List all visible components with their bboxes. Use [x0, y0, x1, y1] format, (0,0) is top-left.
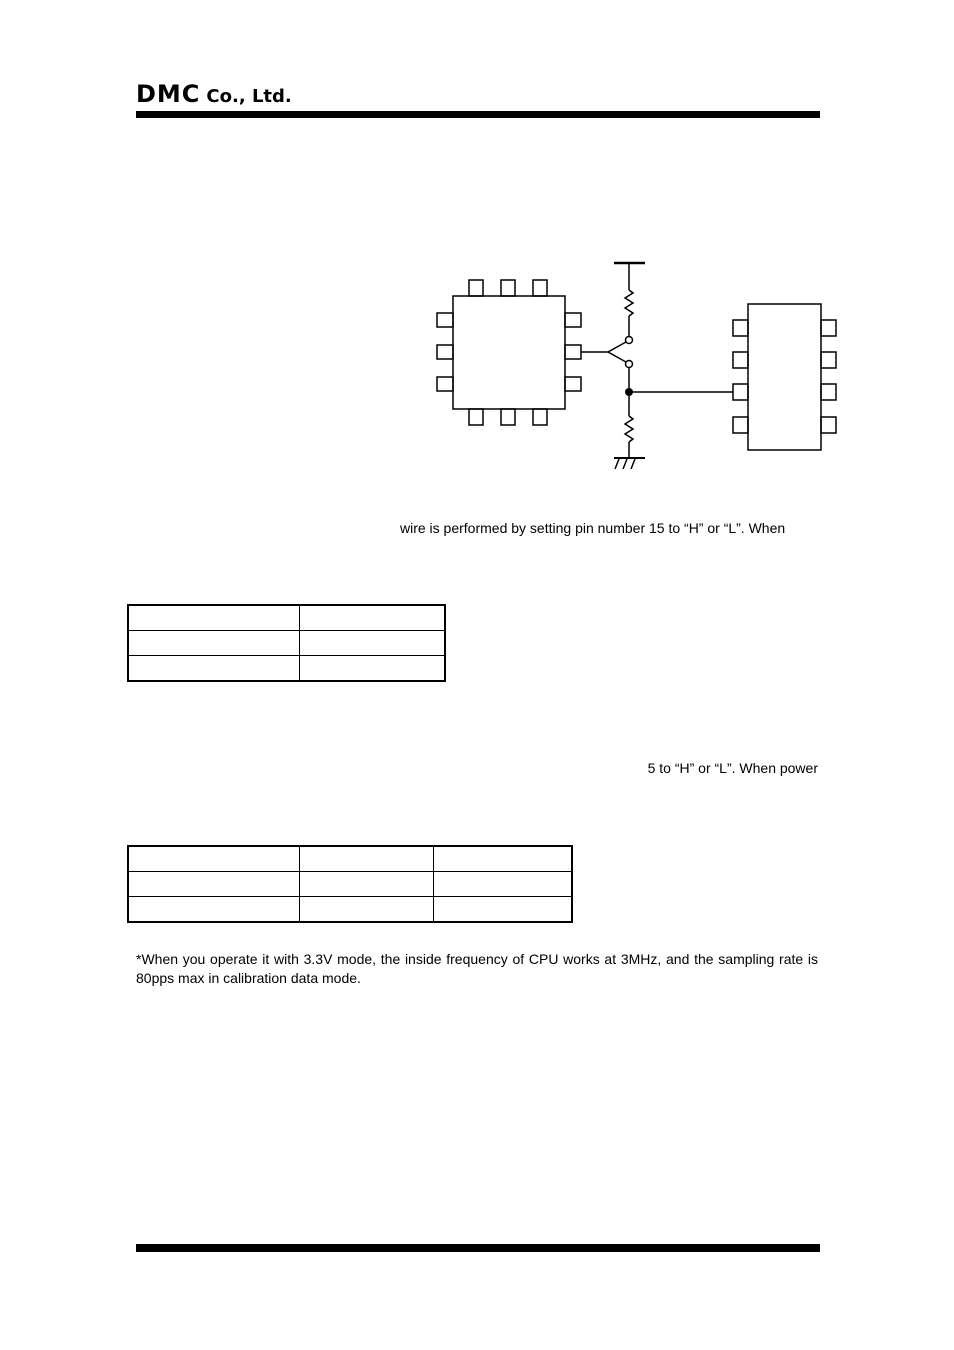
left-ic-pin: [437, 345, 453, 359]
right-ic-pin: [821, 320, 836, 336]
footnote-3v3-mode: *When you operate it with 3.3V mode, the inside frequency of CPU works at 3MHz, and the sampling rate is 80pps max in calibration data mode.: [136, 951, 818, 986]
table-cell: [299, 872, 433, 897]
left-ic-pin: [565, 345, 581, 359]
left-ic-pin: [533, 280, 547, 296]
left-ic-pin: [565, 313, 581, 327]
right-ic-pin: [733, 417, 748, 433]
table-cell: [128, 631, 299, 656]
logo-suffix: Co., Ltd.: [206, 86, 292, 107]
table-cell: [299, 656, 445, 682]
right-ic-pin: [821, 352, 836, 368]
table-cell: [299, 897, 433, 923]
table-row: [128, 605, 445, 631]
table-row: [128, 631, 445, 656]
table-cell: [299, 631, 445, 656]
header-rule: [136, 111, 820, 118]
logo-brand: DMC: [136, 80, 201, 108]
table-row: [128, 897, 572, 923]
right-ic-pin: [733, 320, 748, 336]
circuit-diagram: [420, 250, 840, 480]
table-cell: [433, 872, 572, 897]
left-ic-pin: [437, 377, 453, 391]
left-ic-pin: [565, 377, 581, 391]
table-cell: [128, 656, 299, 682]
left-ic-body: [453, 296, 565, 409]
footer-rule: [136, 1244, 820, 1252]
table-row: [128, 872, 572, 897]
left-ic-pin: [501, 409, 515, 425]
switch-contact: [626, 337, 633, 344]
pulldown-resistor: [625, 416, 633, 442]
table-cell: [433, 897, 572, 923]
table-cell: [433, 846, 572, 872]
left-ic-pin: [533, 409, 547, 425]
table-cell: [128, 605, 299, 631]
table-pin-setting: [127, 604, 446, 682]
company-logo: [136, 80, 292, 108]
table-power-mode: [127, 845, 573, 923]
table-cell: [128, 897, 299, 923]
left-ic-pin: [437, 313, 453, 327]
left-ic-pin: [501, 280, 515, 296]
right-ic-body: [748, 304, 821, 450]
paragraph-fragment-2: 5 to “H” or “L”. When power: [647, 760, 818, 776]
right-ic-pin: [733, 384, 748, 400]
table-cell: [128, 872, 299, 897]
table-row: [128, 656, 445, 682]
paragraph-fragment-1: wire is performed by setting pin number 15 to “H” or “L”. When: [400, 520, 786, 536]
left-ic-pin: [469, 280, 483, 296]
table-row: [128, 846, 572, 872]
pullup-resistor: [625, 290, 633, 316]
table-cell: [299, 846, 433, 872]
junction-dot: [625, 388, 633, 396]
switch-contact: [626, 361, 633, 368]
right-ic-pin: [821, 417, 836, 433]
table-cell: [128, 846, 299, 872]
table-cell: [299, 605, 445, 631]
left-ic-pin: [469, 409, 483, 425]
right-ic-pin: [821, 384, 836, 400]
right-ic-pin: [733, 352, 748, 368]
